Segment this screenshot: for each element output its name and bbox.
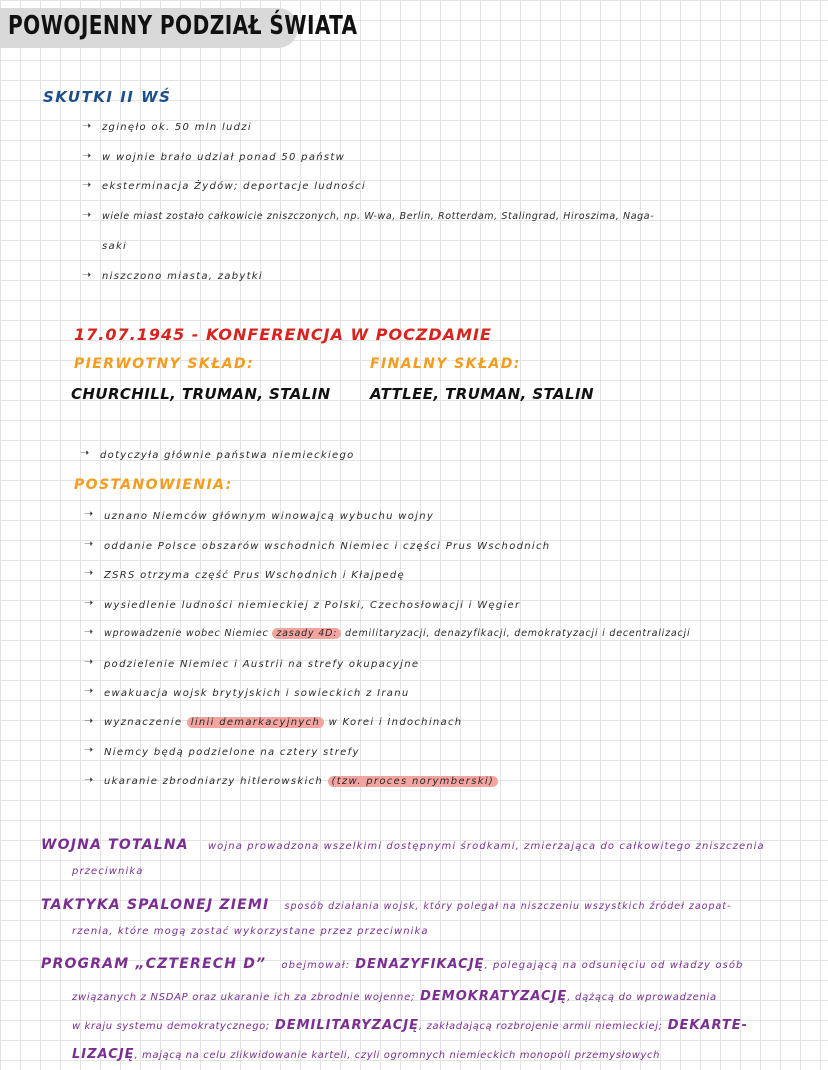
program-text: w kraju systemu demokratycznego;	[72, 1021, 270, 1032]
taktyka-term: TAKTYKA SPALONEJ ZIEMI	[41, 897, 270, 913]
arrow-icon: ➝	[84, 655, 94, 668]
skutki-heading: SKUTKI II WŚ	[43, 88, 172, 106]
wojna-totalna-definition-cont: przeciwnika	[72, 866, 144, 877]
program-text: związanych z NSDAP oraz ukaranie ich za zbrodnie wojenne;	[72, 992, 416, 1003]
highlight-proces-norymberski: (tzw. proces norymberski)	[328, 776, 499, 787]
skutki-item-continued: saki	[102, 241, 128, 252]
arrow-icon: ➝	[84, 596, 94, 609]
postanowienie-item: Niemcy będą podzielone na cztery strefy	[104, 747, 360, 758]
skutki-item: wiele miast zostało całkowicie zniszczonych, np. W-wa, Berlin, Rotterdam, Stalingrad, Hiroszima, Naga-	[102, 211, 655, 222]
postanowienia-label: POSTANOWIENIA:	[74, 477, 233, 493]
arrow-icon: ➝	[84, 684, 94, 697]
arrow-icon: ➝	[84, 743, 94, 756]
arrow-icon: ➝	[82, 149, 92, 162]
postanowienie-item: ZSRS otrzyma część Prus Wschodnich i Kłajpedę	[104, 570, 406, 581]
postanowienie-text: wyznaczenie	[104, 717, 183, 728]
program-term-demilitaryzacja: DEMILITARYZACJĘ	[274, 1018, 420, 1033]
program-text: obejmował:	[281, 960, 351, 971]
pierwotny-sklad-names: CHURCHILL, TRUMAN, STALIN	[71, 385, 331, 403]
wojna-totalna-line	[41, 834, 765, 853]
page-title: POWOJENNY PODZIAŁ ŚWIATA	[8, 11, 358, 41]
postanowienie-item	[104, 776, 498, 787]
arrow-icon: ➝	[84, 537, 94, 550]
skutki-item: eksterminacja Żydów; deportacje ludności	[102, 181, 367, 192]
postanowienie-item: oddanie Polsce obszarów wschodnich Niemiec i części Prus Wschodnich	[104, 541, 551, 552]
arrow-icon: ➝	[82, 268, 92, 281]
arrow-icon: ➝	[84, 566, 94, 579]
postanowienie-item	[104, 717, 462, 728]
program-term-demokratyzacja: DEMOKRATYZACJĘ	[420, 989, 568, 1004]
program-line-3	[72, 1014, 748, 1033]
program-text: , polegającą na odsunięciu od władzy osób	[484, 960, 744, 971]
arrow-icon: ➝	[82, 119, 92, 132]
arrow-icon: ➝	[84, 773, 94, 786]
program-term-denazyfikacja: DENAZYFIKACJĘ	[355, 957, 485, 972]
arrow-icon: ➝	[80, 446, 90, 459]
program-line-2	[72, 985, 717, 1004]
program-text: , dążącą do wprowadzenia	[567, 992, 717, 1003]
postanowienie-item: ewakuacja wojsk brytyjskich i sowieckich z Iranu	[104, 688, 410, 699]
arrow-icon: ➝	[82, 178, 92, 191]
program-text: , zakładającą rozbrojenie armii niemieckiej;	[419, 1021, 663, 1032]
dotyczyla-text: dotyczyła głównie państwa niemieckiego	[100, 450, 355, 461]
taktyka-definition: sposób działania wojsk, który polegał na niszczeniu wszystkich źródeł zaopat-	[284, 901, 732, 912]
program-term: PROGRAM „CZTERECH D”	[41, 956, 267, 972]
wojna-totalna-definition: wojna prowadzona wszelkimi dostępnymi środkami, zmierzająca do całkowitego zniszczenia	[207, 841, 765, 852]
program-term-dekartelizacja-cont: LIZACJĘ	[72, 1047, 135, 1062]
finalny-sklad-names: ATTLEE, TRUMAN, STALIN	[370, 385, 594, 403]
skutki-item: niszczono miasta, zabytki	[102, 271, 263, 282]
highlight-zasady-4d: zasady 4D:	[272, 628, 341, 639]
arrow-icon: ➝	[82, 208, 92, 221]
postanowienie-item	[104, 628, 690, 639]
program-line-1	[41, 953, 744, 972]
program-term-dekartelizacja: DEKARTE-	[667, 1018, 749, 1033]
postanowienie-text: wprowadzenie wobec Niemiec	[104, 628, 269, 639]
postanowienie-item: wysiedlenie ludności niemieckiej z Polski, Czechosłowacji i Węgier	[104, 600, 521, 611]
program-line-4	[72, 1043, 660, 1062]
taktyka-definition-cont: rzenia, które mogą zostać wykorzystane przez przeciwnika	[72, 926, 429, 937]
wojna-totalna-term: WOJNA TOTALNA	[41, 837, 189, 853]
skutki-item: zginęło ok. 50 mln ludzi	[102, 122, 252, 133]
postanowienie-text: ukaranie zbrodniarzy hitlerowskich	[104, 776, 324, 787]
postanowienie-text: w Korei i Indochinach	[328, 717, 463, 728]
postanowienie-item: podzielenie Niemiec i Austrii na strefy okupacyjne	[104, 659, 420, 670]
postanowienie-item: uznano Niemców głównym winowajcą wybuchu wojny	[104, 511, 435, 522]
arrow-icon: ➝	[84, 714, 94, 727]
program-text: , mającą na celu zlikwidowanie karteli, czyli ogromnych niemieckich monopoli przemysłowych	[134, 1050, 661, 1061]
highlight-linie-demarkacyjne: linii demarkacyjnych	[187, 717, 324, 728]
pierwotny-sklad-label: PIERWOTNY SKŁAD:	[74, 356, 255, 372]
arrow-icon: ➝	[84, 625, 94, 638]
postanowienie-text: demilitaryzacji, denazyfikacji, demokratyzacji i decentralizacji	[345, 628, 691, 639]
taktyka-line	[41, 894, 731, 913]
konferencja-heading: 17.07.1945 - KONFERENCJA W POCZDAMIE	[74, 325, 492, 344]
skutki-item: w wojnie brało udział ponad 50 państw	[102, 152, 346, 163]
arrow-icon: ➝	[84, 507, 94, 520]
finalny-sklad-label: FINALNY SKŁAD:	[370, 356, 521, 372]
